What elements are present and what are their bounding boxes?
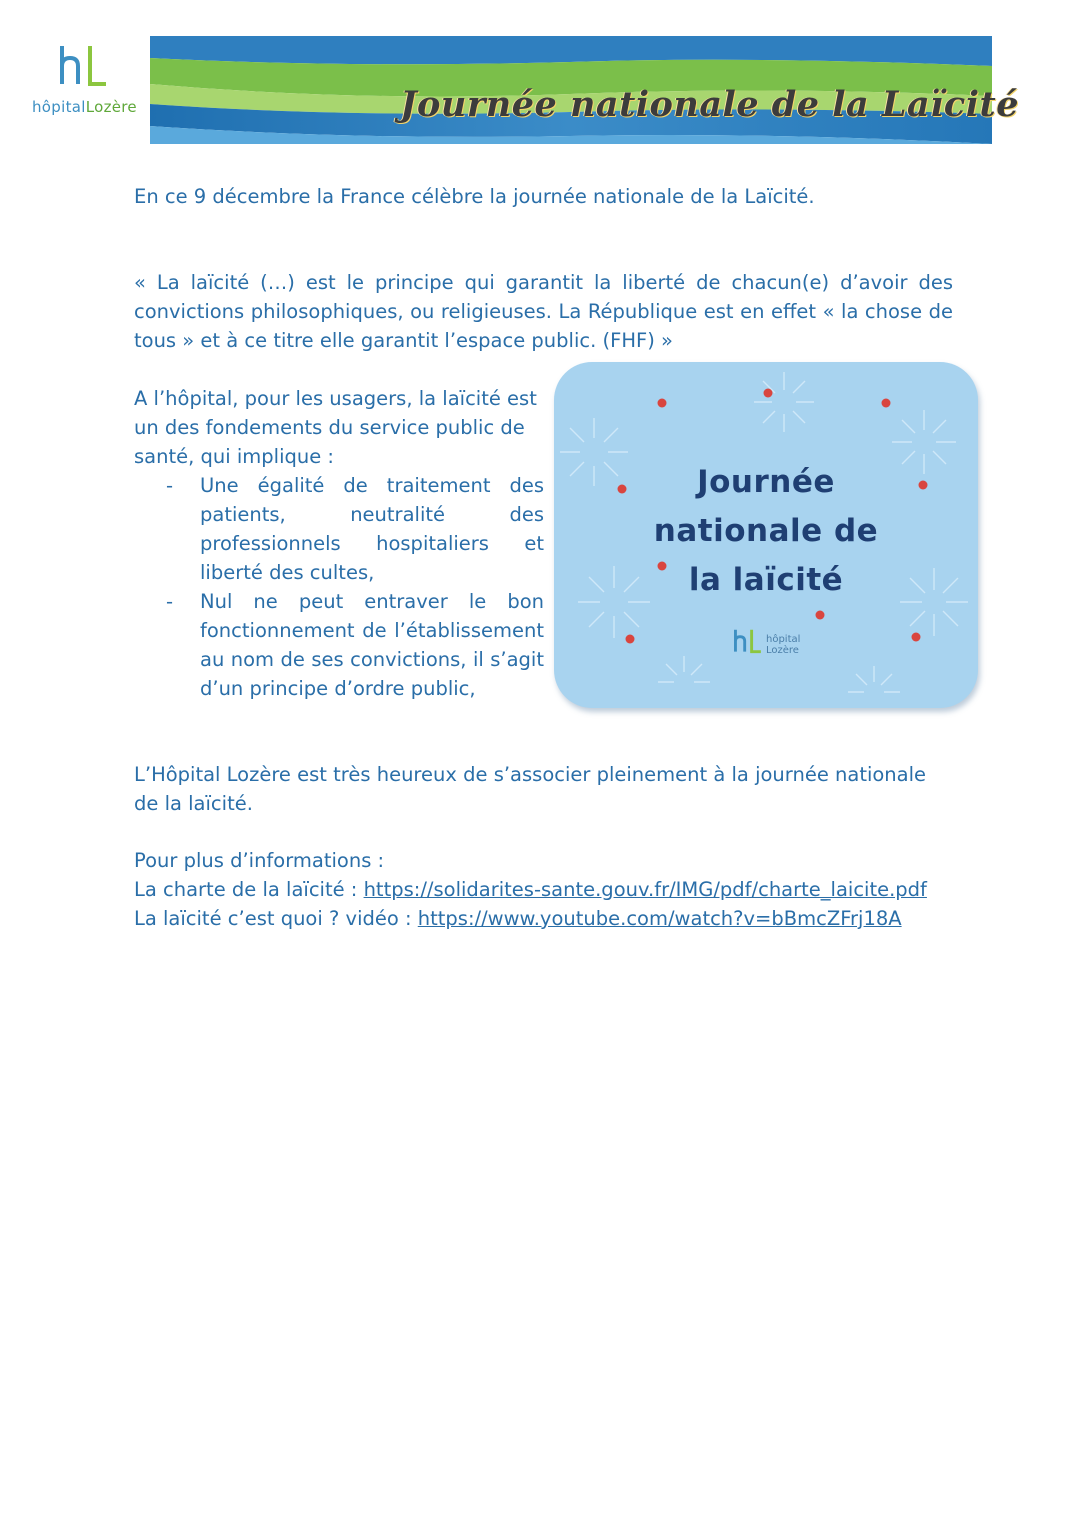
charter-label: La charte de la laïcité : — [134, 878, 364, 901]
card-title — [554, 458, 978, 605]
card-logo-line: hôpital — [766, 634, 801, 645]
hl-logo-mark — [56, 44, 108, 94]
card-hl-logo-mark — [732, 628, 762, 658]
logo-text-hopital: hôpital — [32, 98, 86, 116]
hospital-lead: A l’hôpital, pour les usagers, la laïcité est un des fondements du service public de santé, qui implique : — [134, 387, 537, 468]
more-info-section — [134, 846, 954, 933]
banner-title: Journée nationale de la Laïcité — [400, 84, 1019, 125]
list-item: - Nul ne peut entraver le bon fonctionnement de l’établissement au nom de ses convictions, il s’agit d’un principe d’ordre public, — [134, 587, 544, 703]
more-info-heading: Pour plus d’informations : — [134, 849, 385, 872]
card-title-line: la laïcité — [688, 562, 844, 598]
header-banner — [150, 36, 1019, 144]
hospital-section — [134, 384, 544, 703]
card-title-line: Journée — [697, 464, 835, 500]
charter-link[interactable]: https://solidarites-sante.gouv.fr/IMG/pdf/charte_laicite.pdf — [363, 878, 927, 901]
closing-paragraph: L’Hôpital Lozère est très heureux de s’associer pleinement à la journée nationale de la laïcité. — [134, 763, 927, 815]
charter-line — [134, 875, 954, 904]
video-line — [134, 904, 954, 933]
video-label: La laïcité c’est quoi ? vidéo : — [134, 907, 418, 930]
quote-paragraph: « La laïcité (…) est le principe qui garantit la liberté de chacun(e) d’avoir des convictions philosophiques, ou religieuses. La République est en effet « la chose de tous » et à ce titre elle garantit l’espace public. (FHF) » — [134, 271, 953, 352]
logo-text — [32, 98, 137, 116]
laicite-day-card — [554, 362, 978, 708]
intro-paragraph: En ce 9 décembre la France célèbre la journée nationale de la Laïcité. — [134, 185, 815, 208]
logo-text-lozere: Lozère — [85, 98, 137, 116]
card-logo-text — [766, 634, 800, 656]
card-title-line: nationale de — [653, 513, 879, 549]
card-logo-line: Lozère — [766, 645, 799, 656]
hopital-lozere-logo — [30, 44, 142, 126]
list-item: - Une égalité de traitement des patients, neutralité des professionnels hospitaliers et liberté des cultes, — [134, 471, 544, 587]
bullet-list — [134, 471, 544, 703]
card-logo — [732, 628, 822, 668]
video-link[interactable]: https://www.youtube.com/watch?v=bBmcZFrj18A — [417, 907, 902, 930]
